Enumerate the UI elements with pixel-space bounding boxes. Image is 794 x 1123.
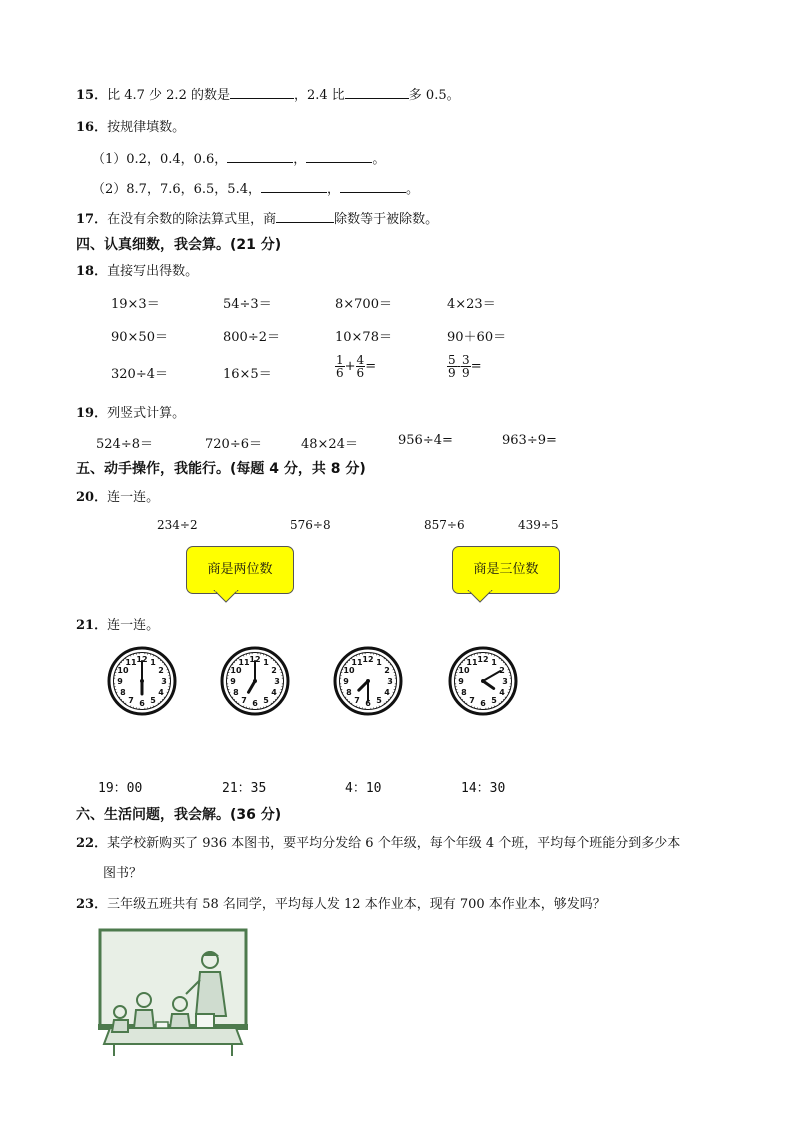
clock-numeral: 10	[230, 666, 242, 675]
clock-center	[366, 679, 370, 683]
answer-blank[interactable]	[306, 150, 372, 163]
calc-item: 10×78＝	[335, 330, 392, 345]
calc-item: 320÷4＝	[111, 367, 168, 382]
clock-numeral: 12	[136, 655, 148, 664]
clock-numeral: 8	[346, 688, 352, 697]
question-16: 16．按规律填数。	[76, 120, 186, 135]
clock-numeral: 4	[271, 688, 277, 697]
time-label: 4：10	[345, 781, 382, 796]
question-22: 22．某学校新购买了 936 本图书，要平均分发给 6 个年级，每个年级 4 个班，平均每个班能分到多少本	[76, 836, 681, 851]
question-number: 20．	[76, 490, 108, 505]
division-expression: 857÷6	[424, 518, 465, 532]
time-label: 14：30	[461, 781, 506, 796]
vertical-calc-item: 963÷9=	[502, 433, 557, 448]
clock-numeral: 4	[384, 688, 390, 697]
fraction-expression: $\frac{5}{9}$ - $\frac{3}{9}$ =	[448, 353, 482, 380]
clock-numeral: 6	[139, 699, 145, 708]
question-19: 19．列竖式计算。	[76, 406, 186, 421]
bubble-tail	[466, 590, 496, 604]
clock-face-7-00[interactable]	[219, 645, 291, 717]
question-number: 17．	[76, 212, 108, 227]
clock-numeral: 3	[161, 677, 167, 686]
answer-blank[interactable]	[345, 86, 409, 99]
time-label: 19：00	[98, 781, 143, 796]
fraction: $\frac{4}{6}$	[356, 353, 365, 380]
question-18: 18．直接写出得数。	[76, 264, 199, 279]
question-15: 15．比 4.7 少 2.2 的数是 ，2.4 比 多 0.5。	[76, 88, 460, 103]
fraction-expression: $\frac{1}{6}$ + $\frac{4}{6}$ =	[336, 353, 377, 380]
clock-face-4-10[interactable]	[447, 645, 519, 717]
vertical-calc-item: 524÷8＝	[96, 437, 153, 452]
clock-numeral: 10	[117, 666, 129, 675]
section-5-heading: 五、动手操作，我能行。(每题 4 分，共 8 分)	[76, 461, 366, 477]
clock-numeral: 5	[150, 696, 156, 706]
speech-bubble-two-digit[interactable]: 商是两位数	[186, 546, 294, 594]
clock-numeral: 5	[263, 696, 269, 706]
answer-blank[interactable]	[230, 86, 294, 99]
clock-numeral: 1	[376, 657, 382, 667]
clock-numeral: 9	[117, 677, 123, 686]
clock-center	[253, 679, 257, 683]
clock-numeral: 3	[387, 677, 393, 686]
clock-numeral: 12	[362, 655, 374, 664]
answer-blank[interactable]	[276, 210, 334, 223]
clock-numeral: 1	[150, 657, 156, 667]
division-expression: 234÷2	[157, 518, 198, 532]
clock-numeral: 12	[477, 655, 489, 664]
question-20: 20．连一连。	[76, 490, 160, 505]
question-21: 21．连一连。	[76, 618, 160, 633]
question-22-cont: 图书？	[103, 866, 143, 881]
clock-center	[140, 679, 144, 683]
clock-numeral: 6	[365, 699, 371, 708]
fraction: $\frac{5}{9}$	[448, 353, 456, 380]
calc-item: 16×5＝	[223, 367, 272, 382]
answer-blank[interactable]	[261, 180, 327, 193]
clock-numeral: 2	[384, 666, 390, 675]
fraction: $\frac{1}{6}$	[336, 353, 344, 380]
clock-numeral: 11	[238, 657, 250, 667]
classroom-illustration	[98, 928, 248, 1056]
question-number: 16．	[76, 120, 108, 135]
calc-item: 90＋60＝	[447, 330, 507, 345]
clock-numeral: 8	[120, 688, 126, 697]
question-number: 21．	[76, 618, 108, 633]
speech-bubble-three-digit[interactable]: 商是三位数	[452, 546, 560, 594]
calc-item: 4×23＝	[447, 297, 496, 312]
clock-numeral: 8	[233, 688, 239, 697]
question-16-part-2: （2）8.7，7.6，6.5，5.4， ， 。	[92, 182, 419, 197]
question-number: 18．	[76, 264, 108, 279]
question-number: 19．	[76, 406, 108, 421]
division-expression: 576÷8	[290, 518, 331, 532]
calc-item: 8×700＝	[335, 297, 392, 312]
section-6-heading: 六、生活问题，我会解。(36 分)	[76, 807, 282, 823]
question-number: 23．	[76, 897, 108, 912]
clock-face-6-00[interactable]	[106, 645, 178, 717]
question-23: 23．三年级五班共有 58 名同学，平均每人发 12 本作业本，现有 700 本作业本，够发吗？	[76, 897, 606, 912]
clock-numeral: 7	[354, 696, 360, 706]
clock-numeral: 11	[125, 657, 137, 667]
clock-face-7-30[interactable]	[332, 645, 404, 717]
clock-center	[481, 679, 485, 683]
clock-numeral: 1	[263, 657, 269, 667]
clock-numeral: 3	[502, 677, 508, 686]
clock-numeral: 5	[491, 696, 497, 706]
division-expression: 439÷5	[518, 518, 559, 532]
clock-numeral: 10	[343, 666, 355, 675]
fraction: $\frac{3}{9}$	[462, 353, 470, 380]
clock-numeral: 7	[469, 696, 475, 706]
calc-item: 54÷3＝	[223, 297, 272, 312]
question-number: 22．	[76, 836, 108, 851]
calc-item: 800÷2＝	[223, 330, 280, 345]
clock-numeral: 11	[466, 657, 478, 667]
clock-numeral: 4	[158, 688, 164, 697]
clock-numeral: 12	[249, 655, 261, 664]
vertical-calc-item: 48×24＝	[301, 437, 358, 452]
clock-numeral: 11	[351, 657, 363, 667]
clock-numeral: 5	[376, 696, 382, 706]
clock-numeral: 1	[491, 657, 497, 667]
answer-blank[interactable]	[227, 150, 293, 163]
clock-numeral: 9	[458, 677, 464, 686]
question-number: 15．	[76, 88, 108, 103]
answer-blank[interactable]	[340, 180, 406, 193]
section-4-heading: 四、认真细数，我会算。(21 分)	[76, 237, 282, 253]
clock-numeral: 9	[230, 677, 236, 686]
question-16-part-1: （1）0.2，0.4，0.6， ， 。	[92, 152, 386, 167]
clock-numeral: 9	[343, 677, 349, 686]
clock-numeral: 10	[458, 666, 470, 675]
clock-numeral: 6	[252, 699, 258, 708]
clock-numeral: 6	[480, 699, 486, 708]
vertical-calc-item: 956÷4=	[398, 433, 453, 448]
clock-numeral: 4	[499, 688, 505, 697]
clock-numeral: 2	[158, 666, 164, 675]
calc-item: 90×50＝	[111, 330, 168, 345]
clock-numeral: 3	[274, 677, 280, 686]
clock-numeral: 8	[461, 688, 467, 697]
clock-numeral: 7	[128, 696, 134, 706]
question-17: 17．在没有余数的除法算式里，商 除数等于被除数。	[76, 212, 439, 227]
vertical-calc-item: 720÷6＝	[205, 437, 262, 452]
clock-numeral: 2	[271, 666, 277, 675]
calc-item: 19×3＝	[111, 297, 160, 312]
bubble-tail	[212, 590, 242, 604]
clock-numeral: 7	[241, 696, 247, 706]
clock-numeral: 2	[499, 666, 505, 675]
time-label: 21：35	[222, 781, 267, 796]
